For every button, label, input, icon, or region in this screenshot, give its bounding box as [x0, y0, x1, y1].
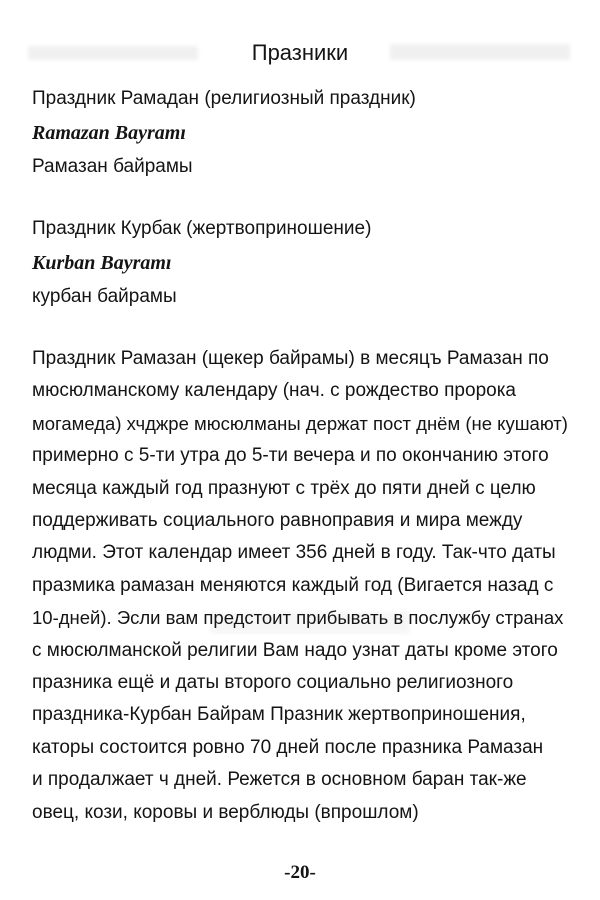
paragraph-line: 10-дней). Эсли вам предстоит прибывать в послужбу странах	[32, 607, 564, 629]
paragraph-line: поддерживать социального равноправия и мира между	[32, 510, 523, 532]
transcription: курбан байрамы	[32, 286, 177, 307]
paragraph-line: праздника-Курбан Байрам Празник жертвоприношения,	[32, 704, 526, 726]
transcription: Рамазан байрамы	[32, 156, 193, 177]
turkish-phrase: Ramazan Bayramı	[32, 122, 186, 144]
paragraph-line: месяца каждый год празнуют с трёх до пяти дней с целю	[32, 477, 536, 499]
description-paragraph	[32, 343, 577, 829]
paragraph-line: и продалжает ч дней. Режется в основном баран так-же	[32, 769, 527, 791]
paragraph-line: мюсюлманскому календару (нач. с рождество пророка	[32, 380, 516, 402]
paragraph-line: с мюсюлманской религии Вам надо узнат даты кроме этого	[32, 639, 558, 661]
russian-phrase: Праздник Курбак (жертвоприношение)	[32, 218, 372, 239]
russian-phrase: Праздник Рамадан (религиозный праздник)	[32, 88, 416, 109]
paragraph-line: людми. Этот календар имеет 356 дней в году. Так-что даты	[32, 542, 556, 564]
paragraph-line: празмика рамазан меняются каждый год (Вигается назад с	[32, 574, 554, 596]
paragraph-line: примерно с 5-ти утра до 5-ти вечера и по окончанию этого	[32, 445, 549, 467]
page-title: Празники	[251, 40, 349, 65]
paragraph-line: каторы состоится ровно 70 дней после празника Рамазан	[32, 736, 544, 758]
holiday-entry-ramadan	[32, 82, 577, 184]
turkish-phrase: Kurban Bayramı	[32, 252, 172, 274]
page-number: -20-	[284, 862, 316, 883]
paragraph-line: празника ещё и даты второго социально религиозного	[32, 672, 514, 694]
paragraph-line: могамеда) хчджре мюсюлманы держат пост днём (не кушают)	[32, 412, 568, 434]
holiday-entry-kurban	[32, 212, 577, 314]
paragraph-line: Праздник Рамазан (щекер байрамы) в месяцъ Рамазан по	[32, 348, 549, 369]
paragraph-line: овец, кози, коровы и верблюды (впрошлом)	[32, 801, 419, 823]
